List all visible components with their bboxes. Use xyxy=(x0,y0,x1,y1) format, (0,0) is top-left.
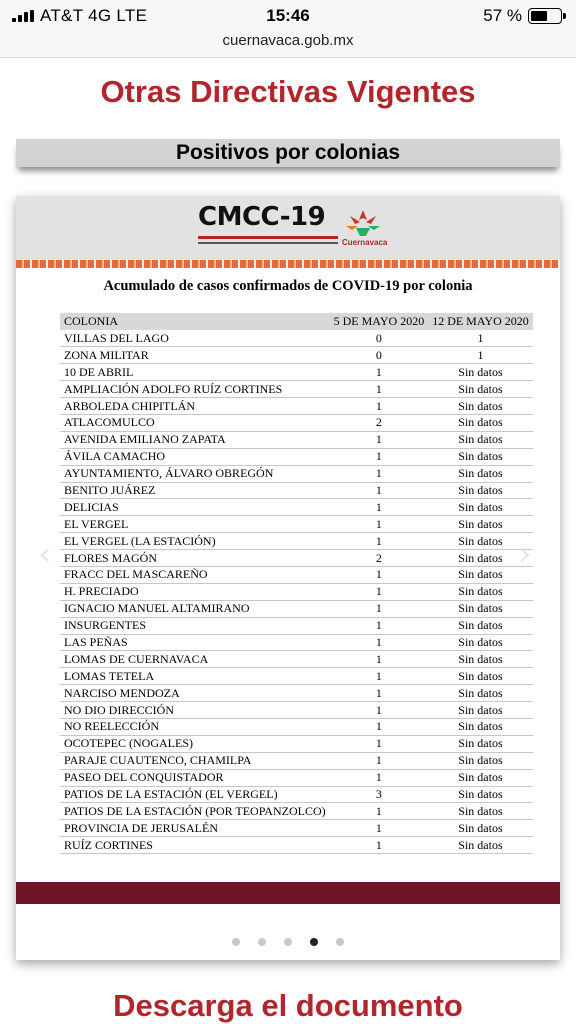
table-row xyxy=(60,566,533,583)
cell-colonia: INSURGENTES xyxy=(60,617,330,634)
slide-header xyxy=(16,196,560,260)
cell-12-mayo: Sin datos xyxy=(428,702,533,719)
cell-5-mayo: 1 xyxy=(330,769,429,786)
cell-12-mayo: Sin datos xyxy=(428,448,533,465)
cell-5-mayo: 1 xyxy=(330,516,429,533)
cell-colonia: RUÍZ CORTINES xyxy=(60,837,330,854)
cell-colonia: VILLAS DEL LAGO xyxy=(60,330,330,347)
cell-colonia: NO REELECCIÓN xyxy=(60,718,330,735)
cell-colonia: PASEO DEL CONQUISTADOR xyxy=(60,769,330,786)
cell-colonia: DELICIAS xyxy=(60,499,330,516)
cell-colonia: AMPLIACIÓN ADOLFO RUÍZ CORTINES xyxy=(60,381,330,398)
cell-5-mayo: 1 xyxy=(330,448,429,465)
decorative-border xyxy=(16,260,560,268)
table-row xyxy=(60,465,533,482)
logo-city: Cuernavaca xyxy=(342,238,388,247)
chevron-left-icon[interactable]: ‹ xyxy=(38,534,52,574)
table-row xyxy=(60,347,533,364)
section-header: Positivos por colonias xyxy=(16,139,560,167)
cell-5-mayo: 1 xyxy=(330,820,429,837)
battery-icon xyxy=(528,8,562,24)
table-row xyxy=(60,651,533,668)
cell-5-mayo: 1 xyxy=(330,837,429,854)
cmcc-logo xyxy=(198,202,388,254)
table-body xyxy=(60,330,533,854)
cell-colonia: FLORES MAGÓN xyxy=(60,550,330,567)
cell-12-mayo: Sin datos xyxy=(428,803,533,820)
cell-colonia: EL VERGEL xyxy=(60,516,330,533)
clock: 15:46 xyxy=(266,6,310,25)
pagination-dot[interactable] xyxy=(310,938,318,946)
table-row xyxy=(60,516,533,533)
table-row xyxy=(60,668,533,685)
table-row xyxy=(60,550,533,567)
cell-5-mayo: 1 xyxy=(330,465,429,482)
cell-12-mayo: Sin datos xyxy=(428,735,533,752)
cell-colonia: NO DIO DIRECCIÓN xyxy=(60,702,330,719)
table-header-row xyxy=(60,313,533,330)
table-row xyxy=(60,735,533,752)
cell-12-mayo: Sin datos xyxy=(428,482,533,499)
colonias-table xyxy=(60,313,533,854)
cell-5-mayo: 1 xyxy=(330,398,429,415)
table-row xyxy=(60,499,533,516)
cell-colonia: ZONA MILITAR xyxy=(60,347,330,364)
cell-colonia: H. PRECIADO xyxy=(60,583,330,600)
cell-12-mayo: Sin datos xyxy=(428,381,533,398)
download-heading: Descarga el documento xyxy=(113,988,463,1023)
table-row xyxy=(60,820,533,837)
cell-12-mayo: Sin datos xyxy=(428,617,533,634)
cell-12-mayo: Sin datos xyxy=(428,752,533,769)
cell-colonia: BENITO JUÁREZ xyxy=(60,482,330,499)
cell-colonia: ATLACOMULCO xyxy=(60,414,330,431)
cell-12-mayo: Sin datos xyxy=(428,634,533,651)
cell-12-mayo: Sin datos xyxy=(428,398,533,415)
column-header-12-mayo: 12 DE MAYO 2020 xyxy=(428,313,533,330)
cell-5-mayo: 1 xyxy=(330,718,429,735)
table-row xyxy=(60,431,533,448)
cell-colonia: ARBOLEDA CHIPITLÁN xyxy=(60,398,330,415)
table-row xyxy=(60,837,533,854)
cell-colonia: FRACC DEL MASCAREÑO xyxy=(60,566,330,583)
table-row xyxy=(60,786,533,803)
cell-12-mayo: Sin datos xyxy=(428,600,533,617)
cell-5-mayo: 1 xyxy=(330,566,429,583)
table-row xyxy=(60,583,533,600)
table-row xyxy=(60,414,533,431)
cell-12-mayo: Sin datos xyxy=(428,431,533,448)
cell-12-mayo: Sin datos xyxy=(428,465,533,482)
cell-colonia: LOMAS DE CUERNAVACA xyxy=(60,651,330,668)
cell-5-mayo: 1 xyxy=(330,651,429,668)
cell-5-mayo: 1 xyxy=(330,735,429,752)
cell-5-mayo: 2 xyxy=(330,550,429,567)
cell-colonia: 10 DE ABRIL xyxy=(60,364,330,381)
carousel-slide[interactable] xyxy=(16,196,560,960)
cell-5-mayo: 0 xyxy=(330,347,429,364)
cell-colonia: AYUNTAMIENTO, ÁLVARO OBREGÓN xyxy=(60,465,330,482)
chevron-right-icon[interactable]: › xyxy=(518,534,532,574)
table-row xyxy=(60,330,533,347)
cell-12-mayo: Sin datos xyxy=(428,837,533,854)
pagination-dot[interactable] xyxy=(258,938,266,946)
cell-colonia: LAS PEÑAS xyxy=(60,634,330,651)
table-row xyxy=(60,634,533,651)
cell-colonia: PROVINCIA DE JERUSALÉN xyxy=(60,820,330,837)
battery-percentage: 57 % xyxy=(483,6,522,25)
cell-5-mayo: 1 xyxy=(330,752,429,769)
table-row xyxy=(60,448,533,465)
cell-5-mayo: 1 xyxy=(330,533,429,550)
table-row xyxy=(60,685,533,702)
cell-5-mayo: 1 xyxy=(330,583,429,600)
cell-12-mayo: Sin datos xyxy=(428,414,533,431)
carrier-label: AT&T 4G LTE xyxy=(40,6,148,25)
page-title: Otras Directivas Vigentes xyxy=(100,74,476,109)
cell-12-mayo: Sin datos xyxy=(428,786,533,803)
cell-5-mayo: 1 xyxy=(330,685,429,702)
cell-12-mayo: Sin datos xyxy=(428,668,533,685)
address-bar[interactable]: cuernavaca.gob.mx xyxy=(0,30,576,58)
table-row xyxy=(60,398,533,415)
table-row xyxy=(60,364,533,381)
cell-12-mayo: Sin datos xyxy=(428,533,533,550)
table-row xyxy=(60,769,533,786)
cell-5-mayo: 1 xyxy=(330,431,429,448)
table-row xyxy=(60,718,533,735)
table-row xyxy=(60,533,533,550)
table-row xyxy=(60,482,533,499)
cell-colonia: ÁVILA CAMACHO xyxy=(60,448,330,465)
cell-5-mayo: 1 xyxy=(330,617,429,634)
pagination-dot[interactable] xyxy=(232,938,240,946)
cell-5-mayo: 1 xyxy=(330,634,429,651)
cell-colonia: EL VERGEL (LA ESTACIÓN) xyxy=(60,533,330,550)
cell-12-mayo: 1 xyxy=(428,347,533,364)
cell-12-mayo: Sin datos xyxy=(428,364,533,381)
status-bar xyxy=(0,0,576,30)
column-header-colonia: COLONIA xyxy=(60,313,330,330)
logo-text: CMCC-19 xyxy=(198,202,326,232)
table-row xyxy=(60,381,533,398)
cell-colonia: PATIOS DE LA ESTACIÓN (EL VERGEL) xyxy=(60,786,330,803)
cell-5-mayo: 2 xyxy=(330,414,429,431)
cell-12-mayo: 1 xyxy=(428,330,533,347)
column-header-5-mayo: 5 DE MAYO 2020 xyxy=(330,313,429,330)
cell-12-mayo: Sin datos xyxy=(428,499,533,516)
cell-colonia: OCOTEPEC (NOGALES) xyxy=(60,735,330,752)
cell-5-mayo: 1 xyxy=(330,803,429,820)
table-row xyxy=(60,600,533,617)
slide-footer-bar xyxy=(16,882,560,904)
cell-12-mayo: Sin datos xyxy=(428,820,533,837)
cell-12-mayo: Sin datos xyxy=(428,651,533,668)
carousel-pagination xyxy=(16,933,560,951)
pagination-dot[interactable] xyxy=(284,938,292,946)
cell-12-mayo: Sin datos xyxy=(428,566,533,583)
cell-colonia: PATIOS DE LA ESTACIÓN (POR TEOPANZOLCO) xyxy=(60,803,330,820)
pagination-dot[interactable] xyxy=(336,938,344,946)
cell-5-mayo: 1 xyxy=(330,364,429,381)
cell-12-mayo: Sin datos xyxy=(428,550,533,567)
cell-5-mayo: 0 xyxy=(330,330,429,347)
table-row xyxy=(60,752,533,769)
cell-colonia: LOMAS TETELA xyxy=(60,668,330,685)
table-row xyxy=(60,803,533,820)
cell-5-mayo: 1 xyxy=(330,600,429,617)
cell-5-mayo: 1 xyxy=(330,668,429,685)
cell-5-mayo: 3 xyxy=(330,786,429,803)
cell-5-mayo: 1 xyxy=(330,702,429,719)
cell-12-mayo: Sin datos xyxy=(428,769,533,786)
table-row xyxy=(60,617,533,634)
cell-5-mayo: 1 xyxy=(330,499,429,516)
cell-5-mayo: 1 xyxy=(330,482,429,499)
cell-colonia: IGNACIO MANUEL ALTAMIRANO xyxy=(60,600,330,617)
cell-colonia: AVENIDA EMILIANO ZAPATA xyxy=(60,431,330,448)
cell-12-mayo: Sin datos xyxy=(428,718,533,735)
cell-5-mayo: 1 xyxy=(330,381,429,398)
cell-12-mayo: Sin datos xyxy=(428,516,533,533)
cell-12-mayo: Sin datos xyxy=(428,685,533,702)
cell-colonia: PARAJE CUAUTENCO, CHAMILPA xyxy=(60,752,330,769)
table-row xyxy=(60,702,533,719)
cell-12-mayo: Sin datos xyxy=(428,583,533,600)
cell-colonia: NARCISO MENDOZA xyxy=(60,685,330,702)
table-title: Acumulado de casos confirmados de COVID-19 por colonia xyxy=(103,278,473,294)
